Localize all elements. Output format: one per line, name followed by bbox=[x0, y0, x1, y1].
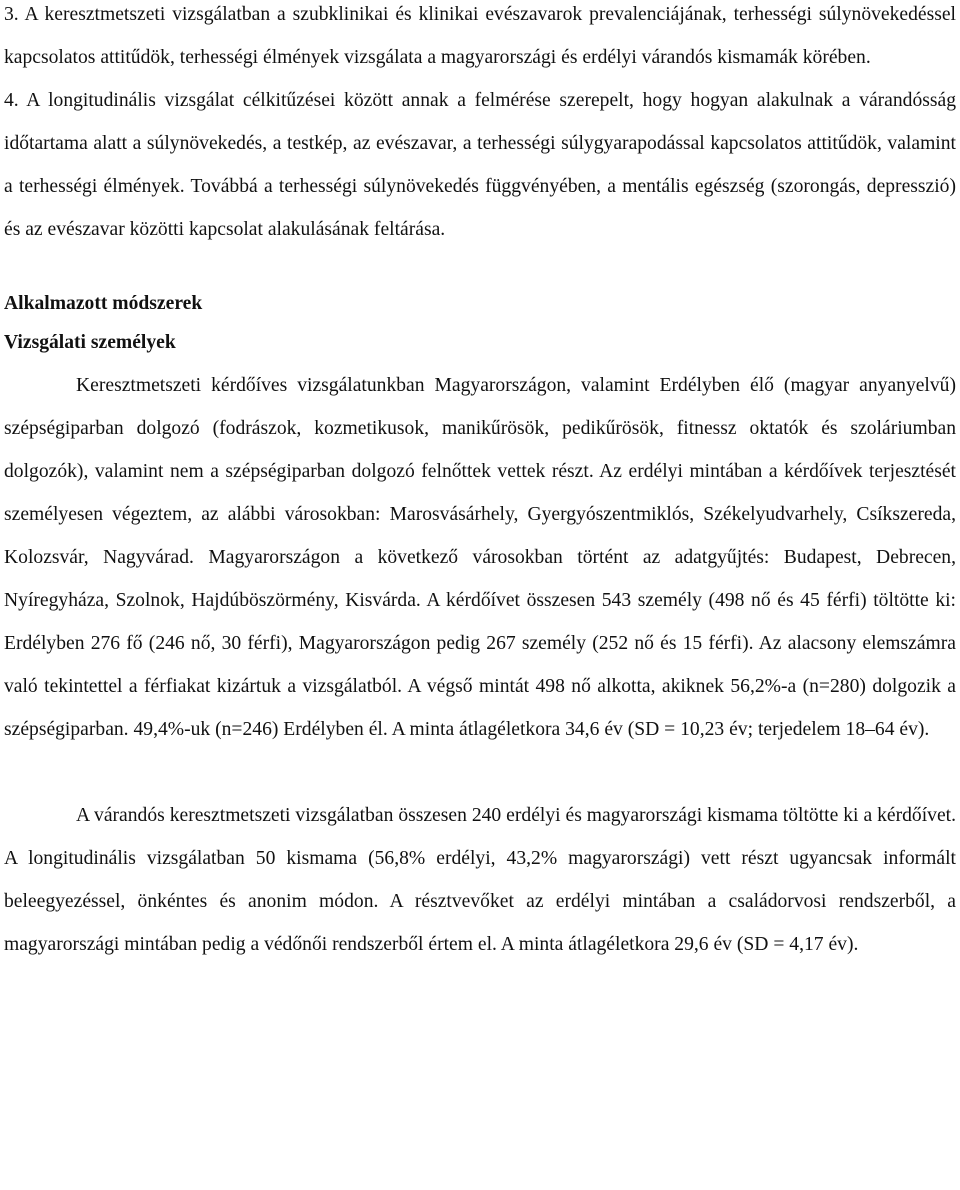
subsection-heading-subjects: Vizsgálati személyek bbox=[4, 332, 176, 353]
paragraph-cross-sectional-study: Keresztmetszeti kérdőíves vizsgálatunkban Magyarországon, valamint Erdélyben élő (magyar anyanyelvű) szépségiparban dolgozó (fodrászok, kozmetikusok, manikűrösök, pedikűrösök, fitnessz oktatók és szoláriumban dolgozók), valamint nem a szépségiparban dolgozó felnőttek vettek részt. Az erdélyi mintában a kérdőívek terjesztését személyesen végeztem, az alábbi városokban: Marosvásárhely, Gyergyószentmiklós, Székelyudvarhely, Csíkszereda, Kolozsvár, Nagyvárad. Magyarországon a következő városokban történt az adatgyűjtés: Budapest, Debrecen, Nyíregyháza, Szolnok, Hajdúböszörmény, Kisvárda. A kérdőívet összesen 543 személy (498 nő és 45 férfi) töltötte ki: Erdélyben 276 fő (246 nő, 30 férfi), Magyarországon pedig 267 személy (252 nő és 15 férfi). Az alacsony elemszámra való tekintettel a férfiakat kizártuk a vizsgálatból. A végső mintát 498 nő alkotta, akiknek 56,2%-a (n=280) dolgozik a szépségiparban. 49,4%-uk (n=246) Erdélyben él. A minta átlagéletkora 34,6 év (SD = 10,23 év; terjedelem 18–64 év). bbox=[4, 375, 956, 740]
paragraph-pregnant-study: A várandós keresztmetszeti vizsgálatban összesen 240 erdélyi és magyarországi kismama töltötte ki a kérdőívet. A longitudinális vizsgálatban 50 kismama (56,8% erdélyi, 43,2% magyarországi) vett részt ugyancsak informált beleegyezéssel, önkéntes és anonim módon. A résztvevőket az erdélyi mintában a családorvosi rendszerből, a magyarországi mintában pedig a védőnői rendszerből értem el. A minta átlagéletkora 29,6 év (SD = 4,17 év). bbox=[4, 805, 956, 955]
document-page bbox=[4, 0, 956, 966]
objective-item-4: 4. A longitudinális vizsgálat célkitűzései között annak a felmérése szerepelt, hogy hogyan alakulnak a várandósság időtartama alatt a súlynövekedés, a testkép, az evészavar, a terhességi súlygyarapodással kapcsolatos attitűdök, valamint a terhességi élmények. Továbbá a terhességi súlynövekedés függvényében, a mentális egészség (szorongás, depresszió) és az evészavar közötti kapcsolat alakulásának feltárása. bbox=[4, 90, 956, 240]
section-heading-methods: Alkalmazott módszerek bbox=[4, 293, 203, 314]
objective-item-3: 3. A keresztmetszeti vizsgálatban a szubklinikai és klinikai evészavarok prevalenciájának, terhességi súlynövekedéssel kapcsolatos attitűdök, terhességi élmények vizsgálata a magyarországi és erdélyi várandós kismamák körében. bbox=[4, 4, 956, 68]
